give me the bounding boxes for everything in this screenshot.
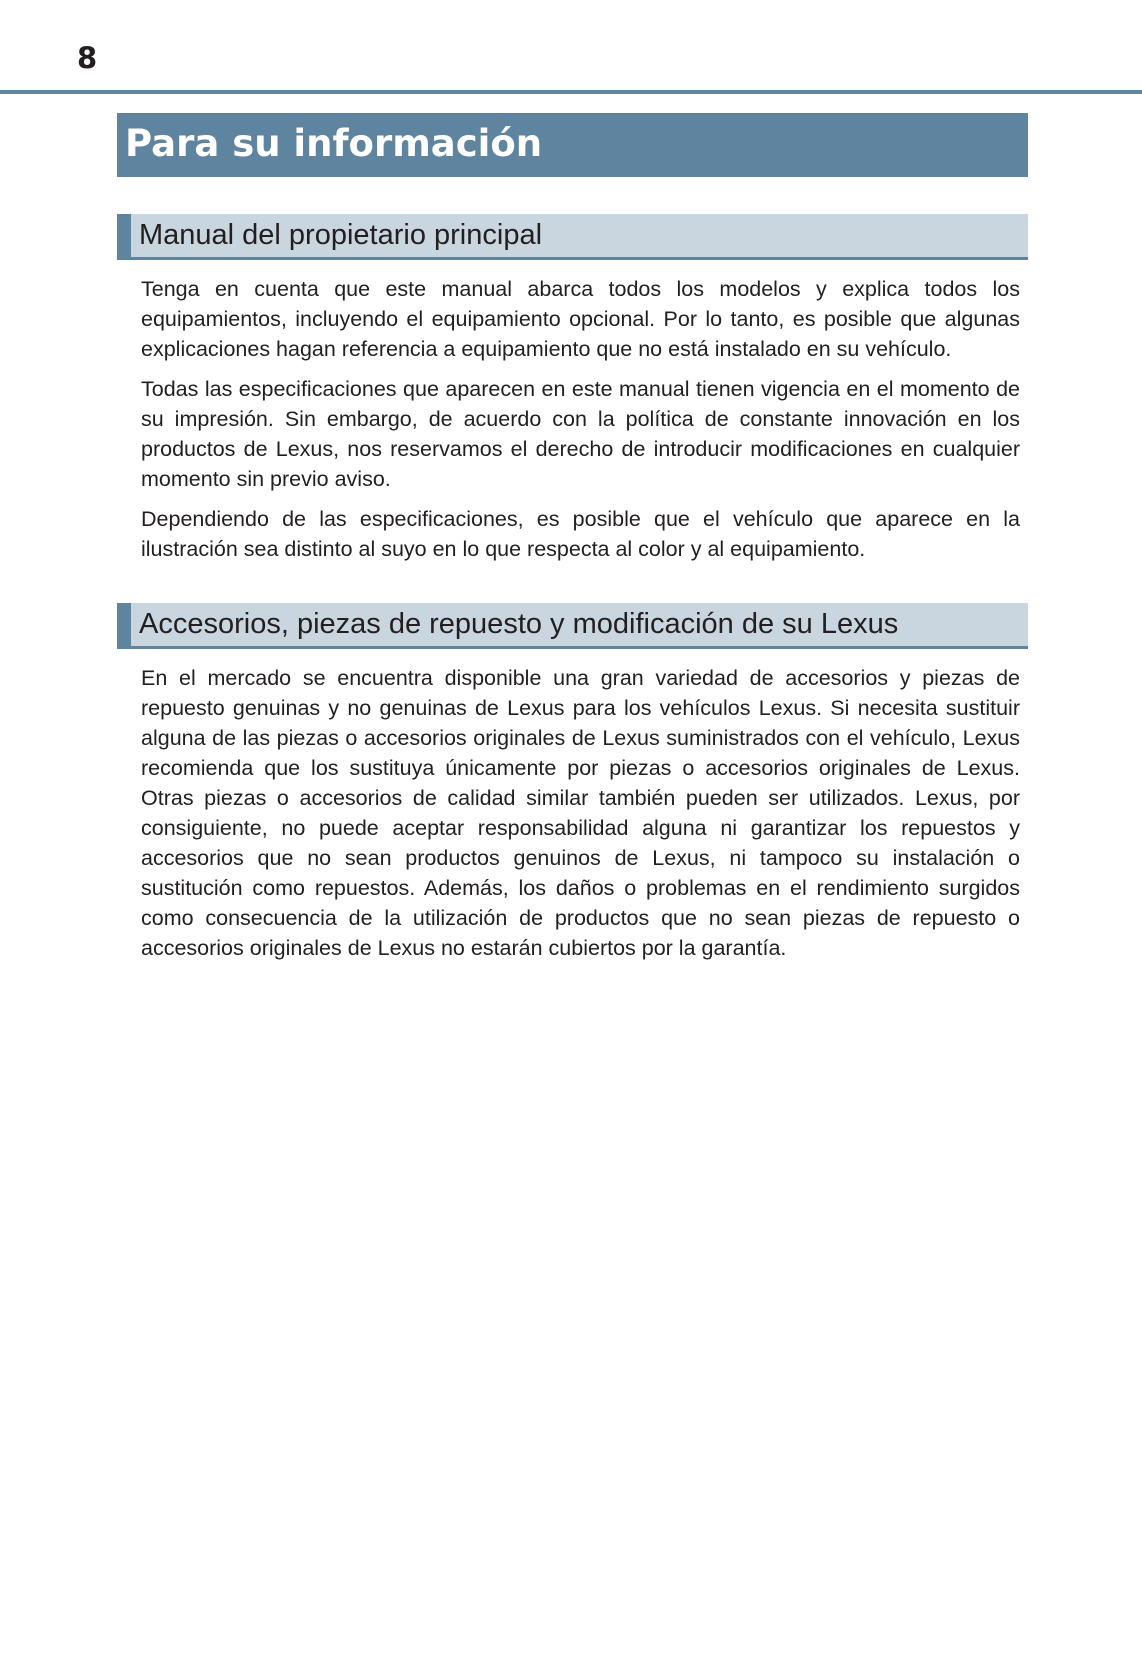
section-heading: Accesorios, piezas de repuesto y modificación de su Lexus xyxy=(139,608,899,640)
paragraph: Dependiendo de las especificaciones, es posible que el vehículo que aparece en la ilustración sea distinto al suyo en lo que respecta al color y al equipamiento. xyxy=(141,507,1020,561)
section-header-owners-manual xyxy=(117,214,1028,260)
top-rule xyxy=(0,90,1142,94)
paragraph: Todas las especificaciones que aparecen en este manual tienen vigencia en el momento de su impresión. Sin embargo, de acuerdo con la política de constante innovación en los productos de Lexus, nos reservamos el derecho de introducir modificaciones en cualquier momento sin previo aviso. xyxy=(141,377,1020,491)
section-marker xyxy=(117,214,131,257)
section-body-owners-manual xyxy=(141,274,1020,574)
section-body-accessories xyxy=(141,663,1020,973)
page-number: 8 xyxy=(77,41,98,75)
chapter-banner xyxy=(117,113,1028,177)
paragraph: En el mercado se encuentra disponible una gran variedad de accesorios y piezas de repuesto genuinas y no genuinas de Lexus para los vehículos Lexus. Si necesita sustituir alguna de las piezas o accesorios originales de Lexus suministrados con el vehículo, Lexus recomienda que los sustituya únicamente por piezas o accesorios originales de Lexus. Otras piezas o accesorios de calidad similar también pueden ser utilizados. Lexus, por consiguiente, no puede aceptar responsabilidad alguna ni garantizar los repuestos y accesorios que no sean productos genuinos de Lexus, ni tampoco su instalación o sustitución como repuestos. Además, los daños o problemas en el rendimiento surgidos como consecuencia de la utilización de productos que no sean piezas de repuesto o accesorios originales de Lexus no estarán cubiertos por la garantía. xyxy=(141,666,1020,960)
paragraph: Tenga en cuenta que este manual abarca todos los modelos y explica todos los equipamientos, incluyendo el equipamiento opcional. Por lo tanto, es posible que algunas explicaciones hagan referencia a equipamiento que no está instalado en su vehículo. xyxy=(141,277,1020,361)
section-heading: Manual del propietario principal xyxy=(139,219,543,251)
chapter-title: Para su información xyxy=(125,122,543,165)
section-marker xyxy=(117,603,131,646)
section-header-accessories xyxy=(117,603,1028,649)
